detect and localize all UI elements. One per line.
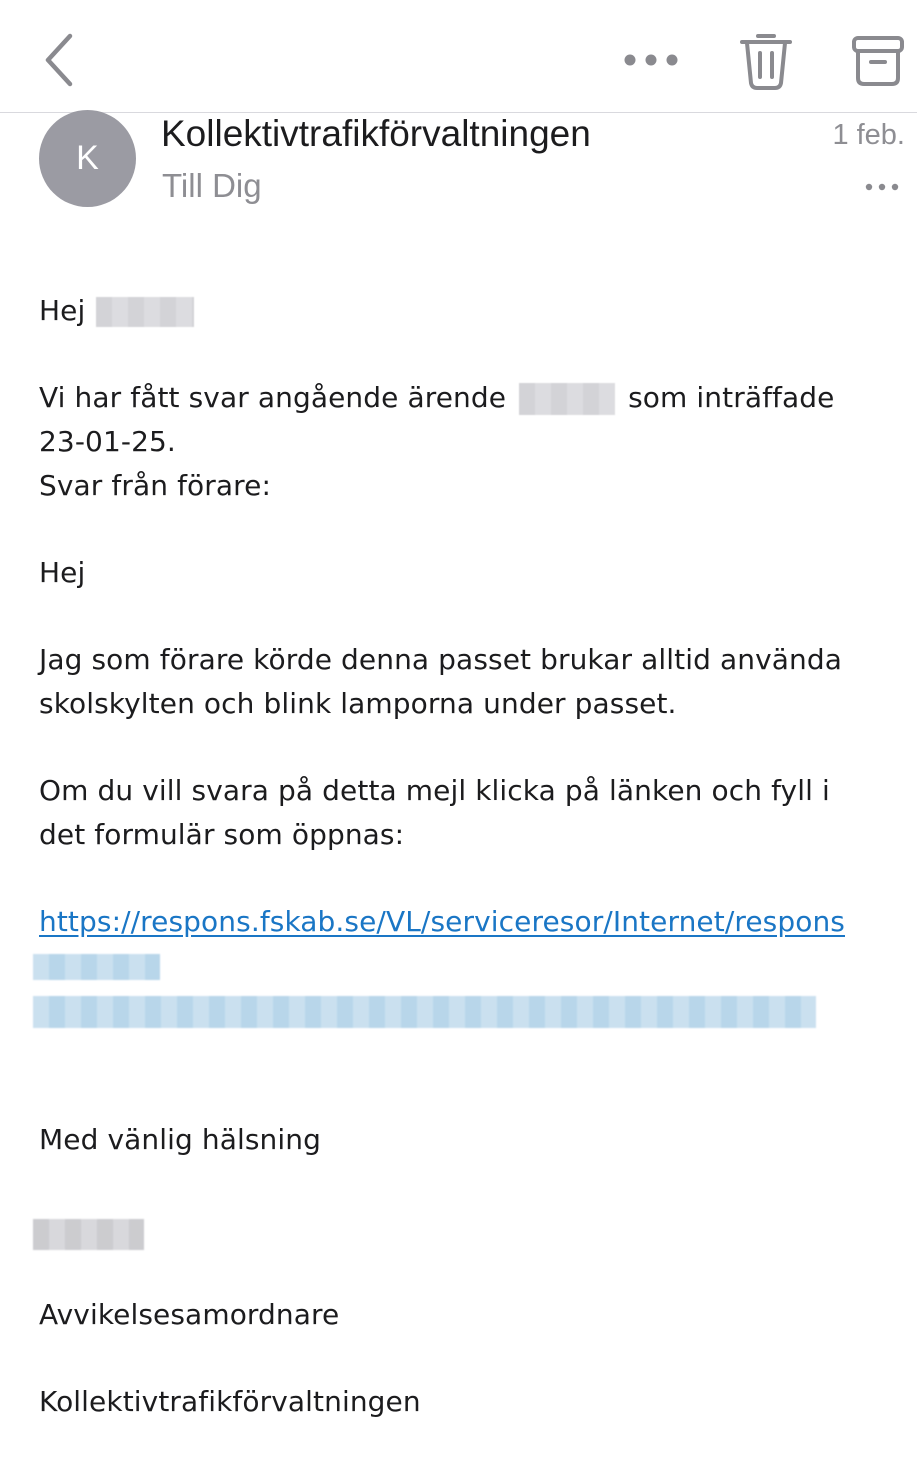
ellipsis-icon xyxy=(616,38,686,82)
case-date: 23-01-25. xyxy=(39,425,176,458)
reply-instruction-line-1: Om du vill svara på detta mejl klicka på länken och fyll i xyxy=(39,774,830,807)
redacted-name xyxy=(96,297,194,327)
signature-organization: Kollektivtrafikförvaltningen xyxy=(39,1385,421,1418)
redacted-case-number xyxy=(519,383,615,415)
ellipsis-icon xyxy=(862,176,902,198)
response-form-link[interactable]: https://respons.fskab.se/VL/serviceresor/Internet/respons xyxy=(39,905,845,938)
header-more-button[interactable] xyxy=(862,176,902,198)
recipient-line[interactable]: Till Dig xyxy=(162,167,262,204)
redacted-signature-name xyxy=(33,1219,144,1250)
sender-avatar[interactable] xyxy=(39,110,136,207)
greeting: Hej xyxy=(39,294,86,327)
toolbar xyxy=(0,0,917,113)
chevron-left-icon xyxy=(36,28,84,92)
driver-reply-line-1: Jag som förare körde denna passet brukar alltid använda xyxy=(39,643,842,676)
trash-icon xyxy=(734,26,798,92)
driver-greeting: Hej xyxy=(39,556,86,589)
reply-instruction-line-2: det formulär som öppnas: xyxy=(39,818,405,851)
case-text-before: Vi har fått svar angående ärende xyxy=(39,381,507,414)
case-line xyxy=(39,376,834,420)
redacted-link-part-2[interactable] xyxy=(33,996,816,1028)
delete-button[interactable] xyxy=(734,26,798,92)
archive-button[interactable] xyxy=(846,26,910,92)
driver-reply-line-2: skolskylten och blink lamporna under passet. xyxy=(39,687,677,720)
signature-title: Avvikelsesamordnare xyxy=(39,1298,340,1331)
avatar-initial: K xyxy=(76,139,99,177)
greeting-line xyxy=(39,289,194,333)
more-options-button[interactable] xyxy=(616,38,686,82)
archive-icon xyxy=(846,26,910,92)
sender-name[interactable]: Kollektivtrafikförvaltningen xyxy=(161,113,591,154)
case-text-after: som inträffade xyxy=(628,381,835,414)
closing: Med vänlig hälsning xyxy=(39,1123,321,1156)
redacted-link-part-1[interactable] xyxy=(33,954,160,980)
driver-reply-label: Svar från förare: xyxy=(39,469,272,502)
back-button[interactable] xyxy=(36,28,84,92)
email-date: 1 feb. xyxy=(832,119,905,151)
